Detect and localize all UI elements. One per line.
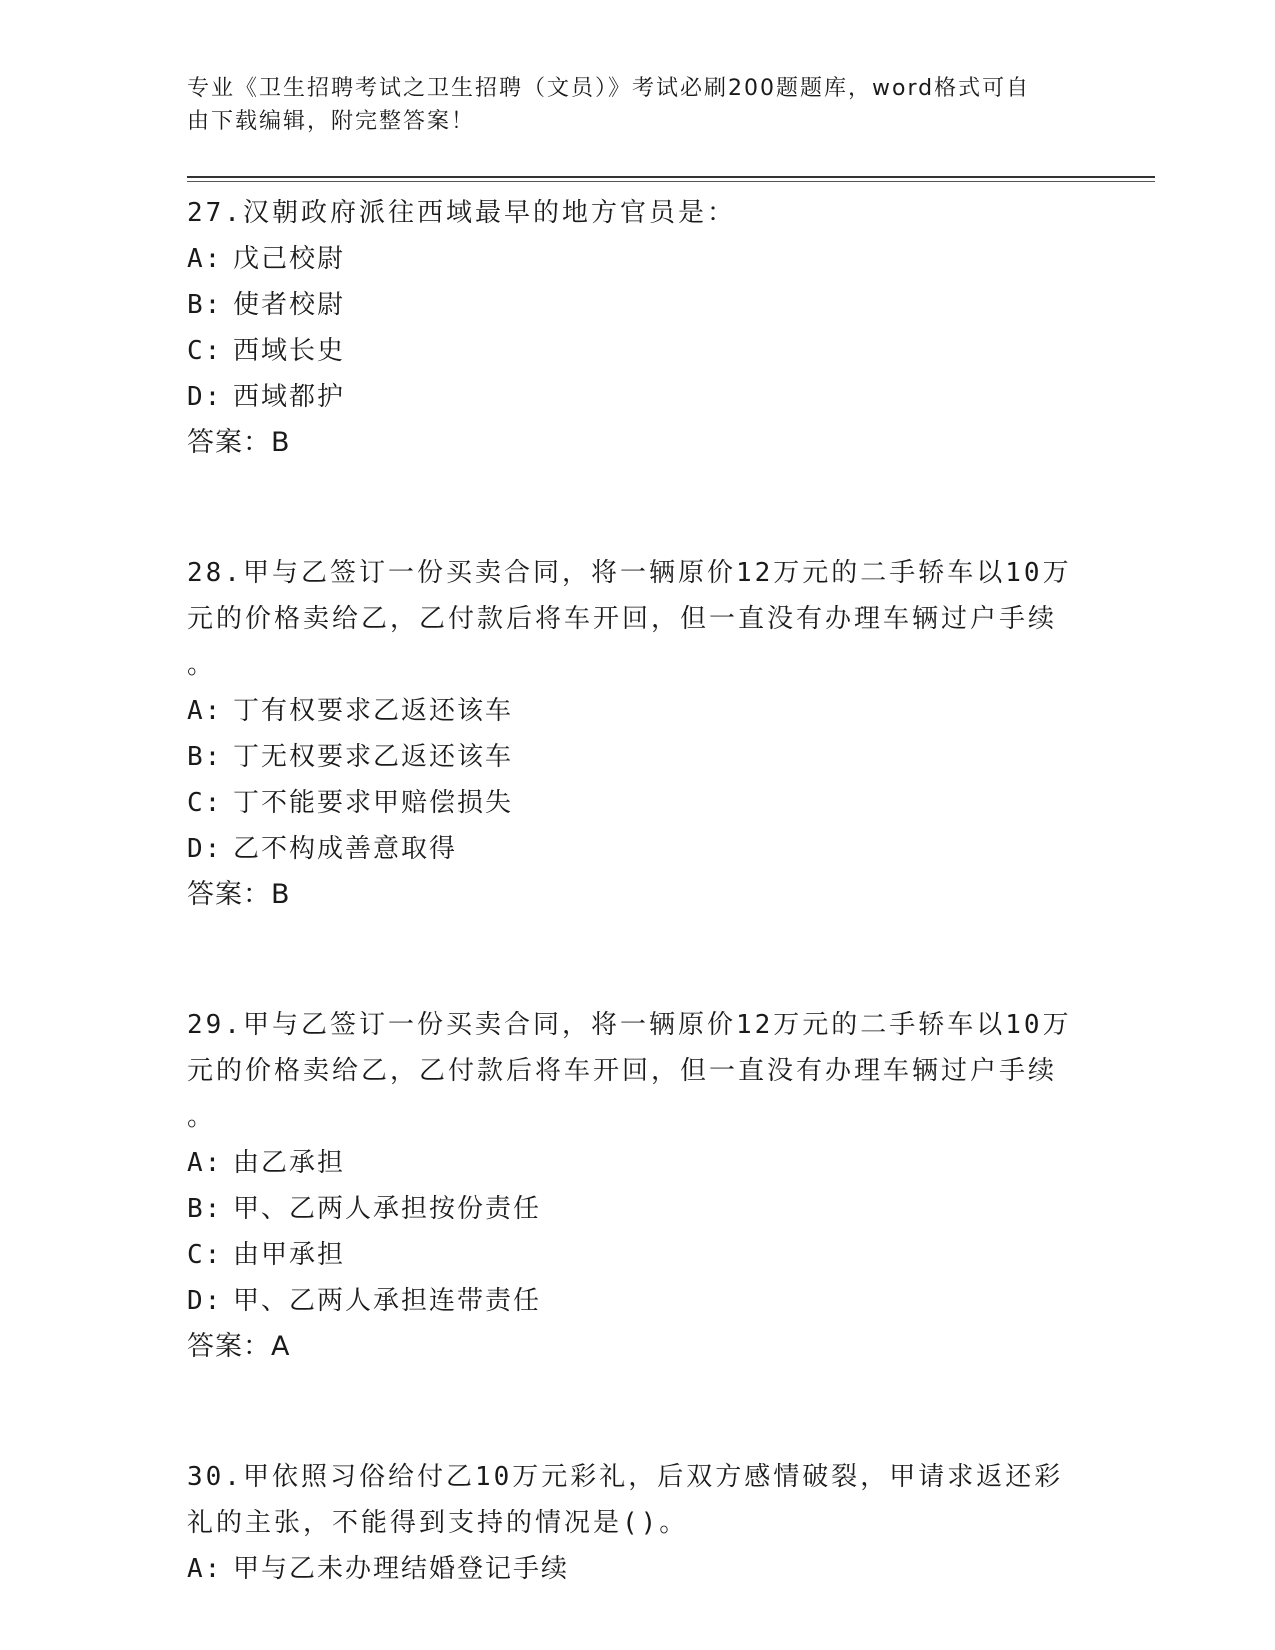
- option-text: 甲、乙两人承担按份责任: [233, 1194, 542, 1224]
- option-c: [187, 780, 1087, 826]
- question-29: [187, 1002, 1087, 1370]
- document-header: [187, 72, 1067, 138]
- option-c: [187, 1232, 1087, 1278]
- option-c: [187, 328, 1087, 374]
- stem-line: 30.甲依照习俗给付乙10万元彩礼，后双方感情破裂，甲请求返还彩: [187, 1462, 1064, 1492]
- question-stem: [187, 1002, 1087, 1140]
- option-a: [187, 236, 1087, 282]
- question-27: [187, 190, 1087, 466]
- option-d: [187, 1278, 1087, 1324]
- option-label: A:: [187, 1554, 223, 1584]
- option-label: C:: [187, 788, 223, 818]
- option-label: B:: [187, 1194, 223, 1224]
- option-d: [187, 374, 1087, 420]
- option-text: 丁不能要求甲赔偿损失: [233, 788, 514, 818]
- stem-line: 29.甲与乙签订一份买卖合同，将一辆原价12万元的二手轿车以10万: [187, 1010, 1072, 1040]
- option-label: D:: [187, 1286, 223, 1316]
- option-text: 戊己校尉: [233, 244, 346, 274]
- header-divider-thin: [187, 181, 1155, 182]
- question-list: [187, 190, 1087, 1592]
- option-text: 西域都护: [233, 382, 346, 412]
- option-d: [187, 826, 1087, 872]
- answer-line: 答案：A: [187, 1331, 291, 1362]
- option-text: 西域长史: [233, 336, 346, 366]
- question-30: [187, 1454, 1087, 1592]
- option-text: 丁有权要求乙返还该车: [233, 696, 514, 726]
- question-spacer: [187, 466, 1087, 550]
- stem-line: 28.甲与乙签订一份买卖合同，将一辆原价12万元的二手轿车以10万: [187, 558, 1072, 588]
- option-label: B:: [187, 742, 223, 772]
- option-label: D:: [187, 834, 223, 864]
- option-text: 甲、乙两人承担连带责任: [233, 1286, 542, 1316]
- answer-line: 答案：B: [187, 427, 291, 458]
- question-stem: [187, 1454, 1087, 1546]
- option-a: [187, 688, 1087, 734]
- option-b: [187, 282, 1087, 328]
- question-stem: [187, 190, 1087, 236]
- stem-line: 。: [187, 1102, 217, 1132]
- option-text: 甲与乙未办理结婚登记手续: [233, 1554, 570, 1584]
- option-b: [187, 1186, 1087, 1232]
- option-label: A:: [187, 696, 223, 726]
- option-text: 使者校尉: [233, 290, 346, 320]
- question-spacer: [187, 1370, 1087, 1454]
- option-label: B:: [187, 290, 223, 320]
- option-text: 丁无权要求乙返还该车: [233, 742, 514, 772]
- option-label: A:: [187, 1148, 223, 1178]
- header-divider-thick: [187, 176, 1155, 178]
- option-label: D:: [187, 382, 223, 412]
- option-label: C:: [187, 336, 223, 366]
- stem-line: 元的价格卖给乙，乙付款后将车开回，但一直没有办理车辆过户手续: [187, 1056, 1058, 1086]
- stem-line: 。: [187, 650, 217, 680]
- option-a: [187, 1546, 1087, 1592]
- option-label: C:: [187, 1240, 223, 1270]
- stem-line: 27.汉朝政府派往西域最早的地方官员是：: [187, 198, 736, 228]
- question-stem: [187, 550, 1087, 688]
- answer-line: 答案：B: [187, 879, 291, 910]
- header-line-1: 专业《卫生招聘考试之卫生招聘（文员）》考试必刷200题题库，word格式可自: [187, 76, 1031, 101]
- option-label: A:: [187, 244, 223, 274]
- option-text: 由乙承担: [233, 1148, 346, 1178]
- option-text: 由甲承担: [233, 1240, 346, 1270]
- option-text: 乙不构成善意取得: [233, 834, 458, 864]
- option-a: [187, 1140, 1087, 1186]
- header-line-2: 由下载编辑，附完整答案！: [187, 109, 476, 134]
- option-b: [187, 734, 1087, 780]
- question-28: [187, 550, 1087, 918]
- question-spacer: [187, 918, 1087, 1002]
- stem-line: 元的价格卖给乙，乙付款后将车开回，但一直没有办理车辆过户手续: [187, 604, 1058, 634]
- stem-line: 礼的主张，不能得到支持的情况是()。: [187, 1508, 689, 1538]
